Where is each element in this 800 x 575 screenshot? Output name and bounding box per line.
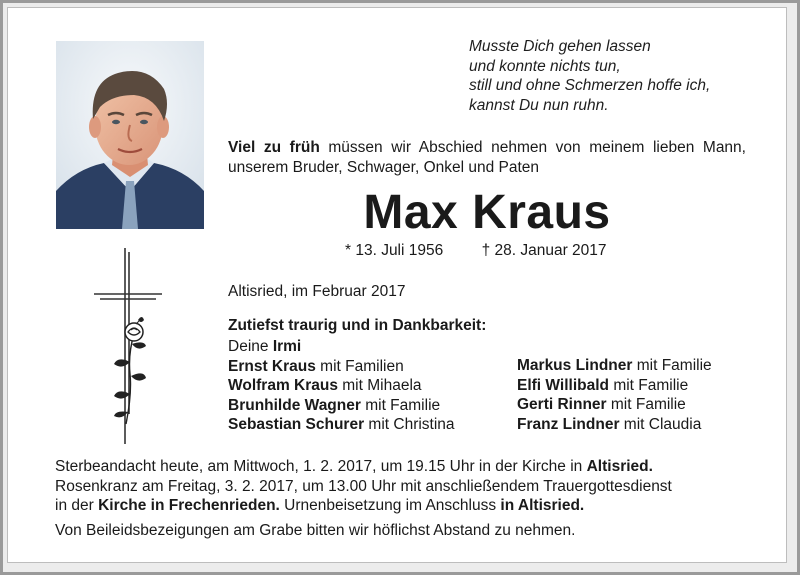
mourner-name: Gerti Rinner: [517, 396, 607, 414]
service-line: Rosenkranz am Freitag, 3. 2. 2017, um 13.00 Uhr mit anschließendem Trauergottesdienst: [55, 477, 672, 495]
closing-note: Von Beileidsbezeigungen am Grabe bitten wir höflichst Abstand zu nehmen.: [55, 521, 576, 539]
deceased-name: Max Kraus: [363, 186, 611, 239]
mourner-name: Elfi Willibald: [517, 376, 610, 394]
service-text: Urnenbeisetzung im Anschluss: [279, 497, 501, 514]
mourner-suffix: mit Mihaela: [337, 377, 422, 395]
service-location: in Altisried.: [500, 497, 585, 514]
mourners-heading: Zutiefst traurig und in Dankbarkeit:: [228, 317, 487, 334]
mourner-name: Wolfram Kraus: [228, 377, 338, 395]
intro-bold: Viel zu früh: [228, 139, 320, 156]
portrait-image: [56, 41, 204, 229]
mourner-entry: [228, 396, 455, 416]
mourner-name: Ernst Kraus: [228, 357, 316, 375]
cross-with-rose-icon: [92, 244, 164, 484]
mourner-entry: [228, 357, 455, 377]
place-and-date: Altisried, im Februar 2017: [228, 283, 406, 300]
service-text: in der: [55, 497, 99, 514]
mourner-suffix: mit Familie: [609, 376, 689, 394]
mourner-name: Irmi: [272, 338, 302, 355]
poem-line: kannst Du nun ruhn.: [469, 96, 609, 114]
mourners-left-column: [228, 337, 455, 435]
mourner-entry: [517, 356, 712, 376]
mourner-suffix: mit Familie: [606, 396, 686, 414]
mourner-suffix: mit Familie: [632, 357, 712, 374]
service-location: Altisried.: [586, 458, 653, 475]
service-text: Sterbeandacht heute, am Mittwoch, 1. 2. 2017, um 19.15 Uhr in der Kirche in: [55, 458, 587, 475]
service-line: [55, 457, 747, 477]
poem: [469, 37, 710, 115]
mourner-name: Franz Lindner: [517, 415, 620, 433]
portrait-photo: [56, 41, 204, 229]
mourner-suffix: mit Familie: [360, 396, 441, 414]
intro-text: [228, 138, 746, 177]
service-line: [55, 496, 747, 516]
poem-line: Musste Dich gehen lassen: [469, 38, 651, 55]
mourner-entry: [517, 415, 712, 435]
mourner-entry: [517, 376, 712, 396]
mourners-right-column: [517, 356, 712, 434]
mourner-name: Markus Lindner: [517, 357, 633, 374]
mourner-entry: [228, 337, 455, 357]
mourner-name: Sebastian Schurer: [228, 416, 365, 434]
mourner-suffix: mit Claudia: [619, 415, 702, 433]
death-date: † 28. Januar 2017: [481, 242, 607, 259]
poem-line: und konnte nichts tun,: [469, 57, 621, 75]
poem-line: still und ohne Schmerzen hoffe ich,: [469, 77, 711, 94]
birth-date: * 13. Juli 1956: [345, 242, 444, 259]
mourner-prefix: Deine: [228, 338, 273, 355]
mourner-entry: [517, 395, 712, 415]
mourner-name: Brunhilde Wagner: [228, 396, 361, 414]
intro-rest: müssen wir Abschied nehmen von meinem lieben Mann, unserem Bruder, Schwager, Onkel und Paten: [228, 139, 746, 176]
mourner-suffix: mit Christina: [364, 416, 455, 434]
service-information: [55, 457, 747, 540]
service-location: Kirche in Frechenrieden.: [98, 497, 280, 514]
life-dates: [345, 241, 607, 260]
mourner-suffix: mit Familien: [315, 357, 404, 375]
mourner-entry: [228, 415, 455, 435]
mourner-entry: [228, 376, 455, 396]
